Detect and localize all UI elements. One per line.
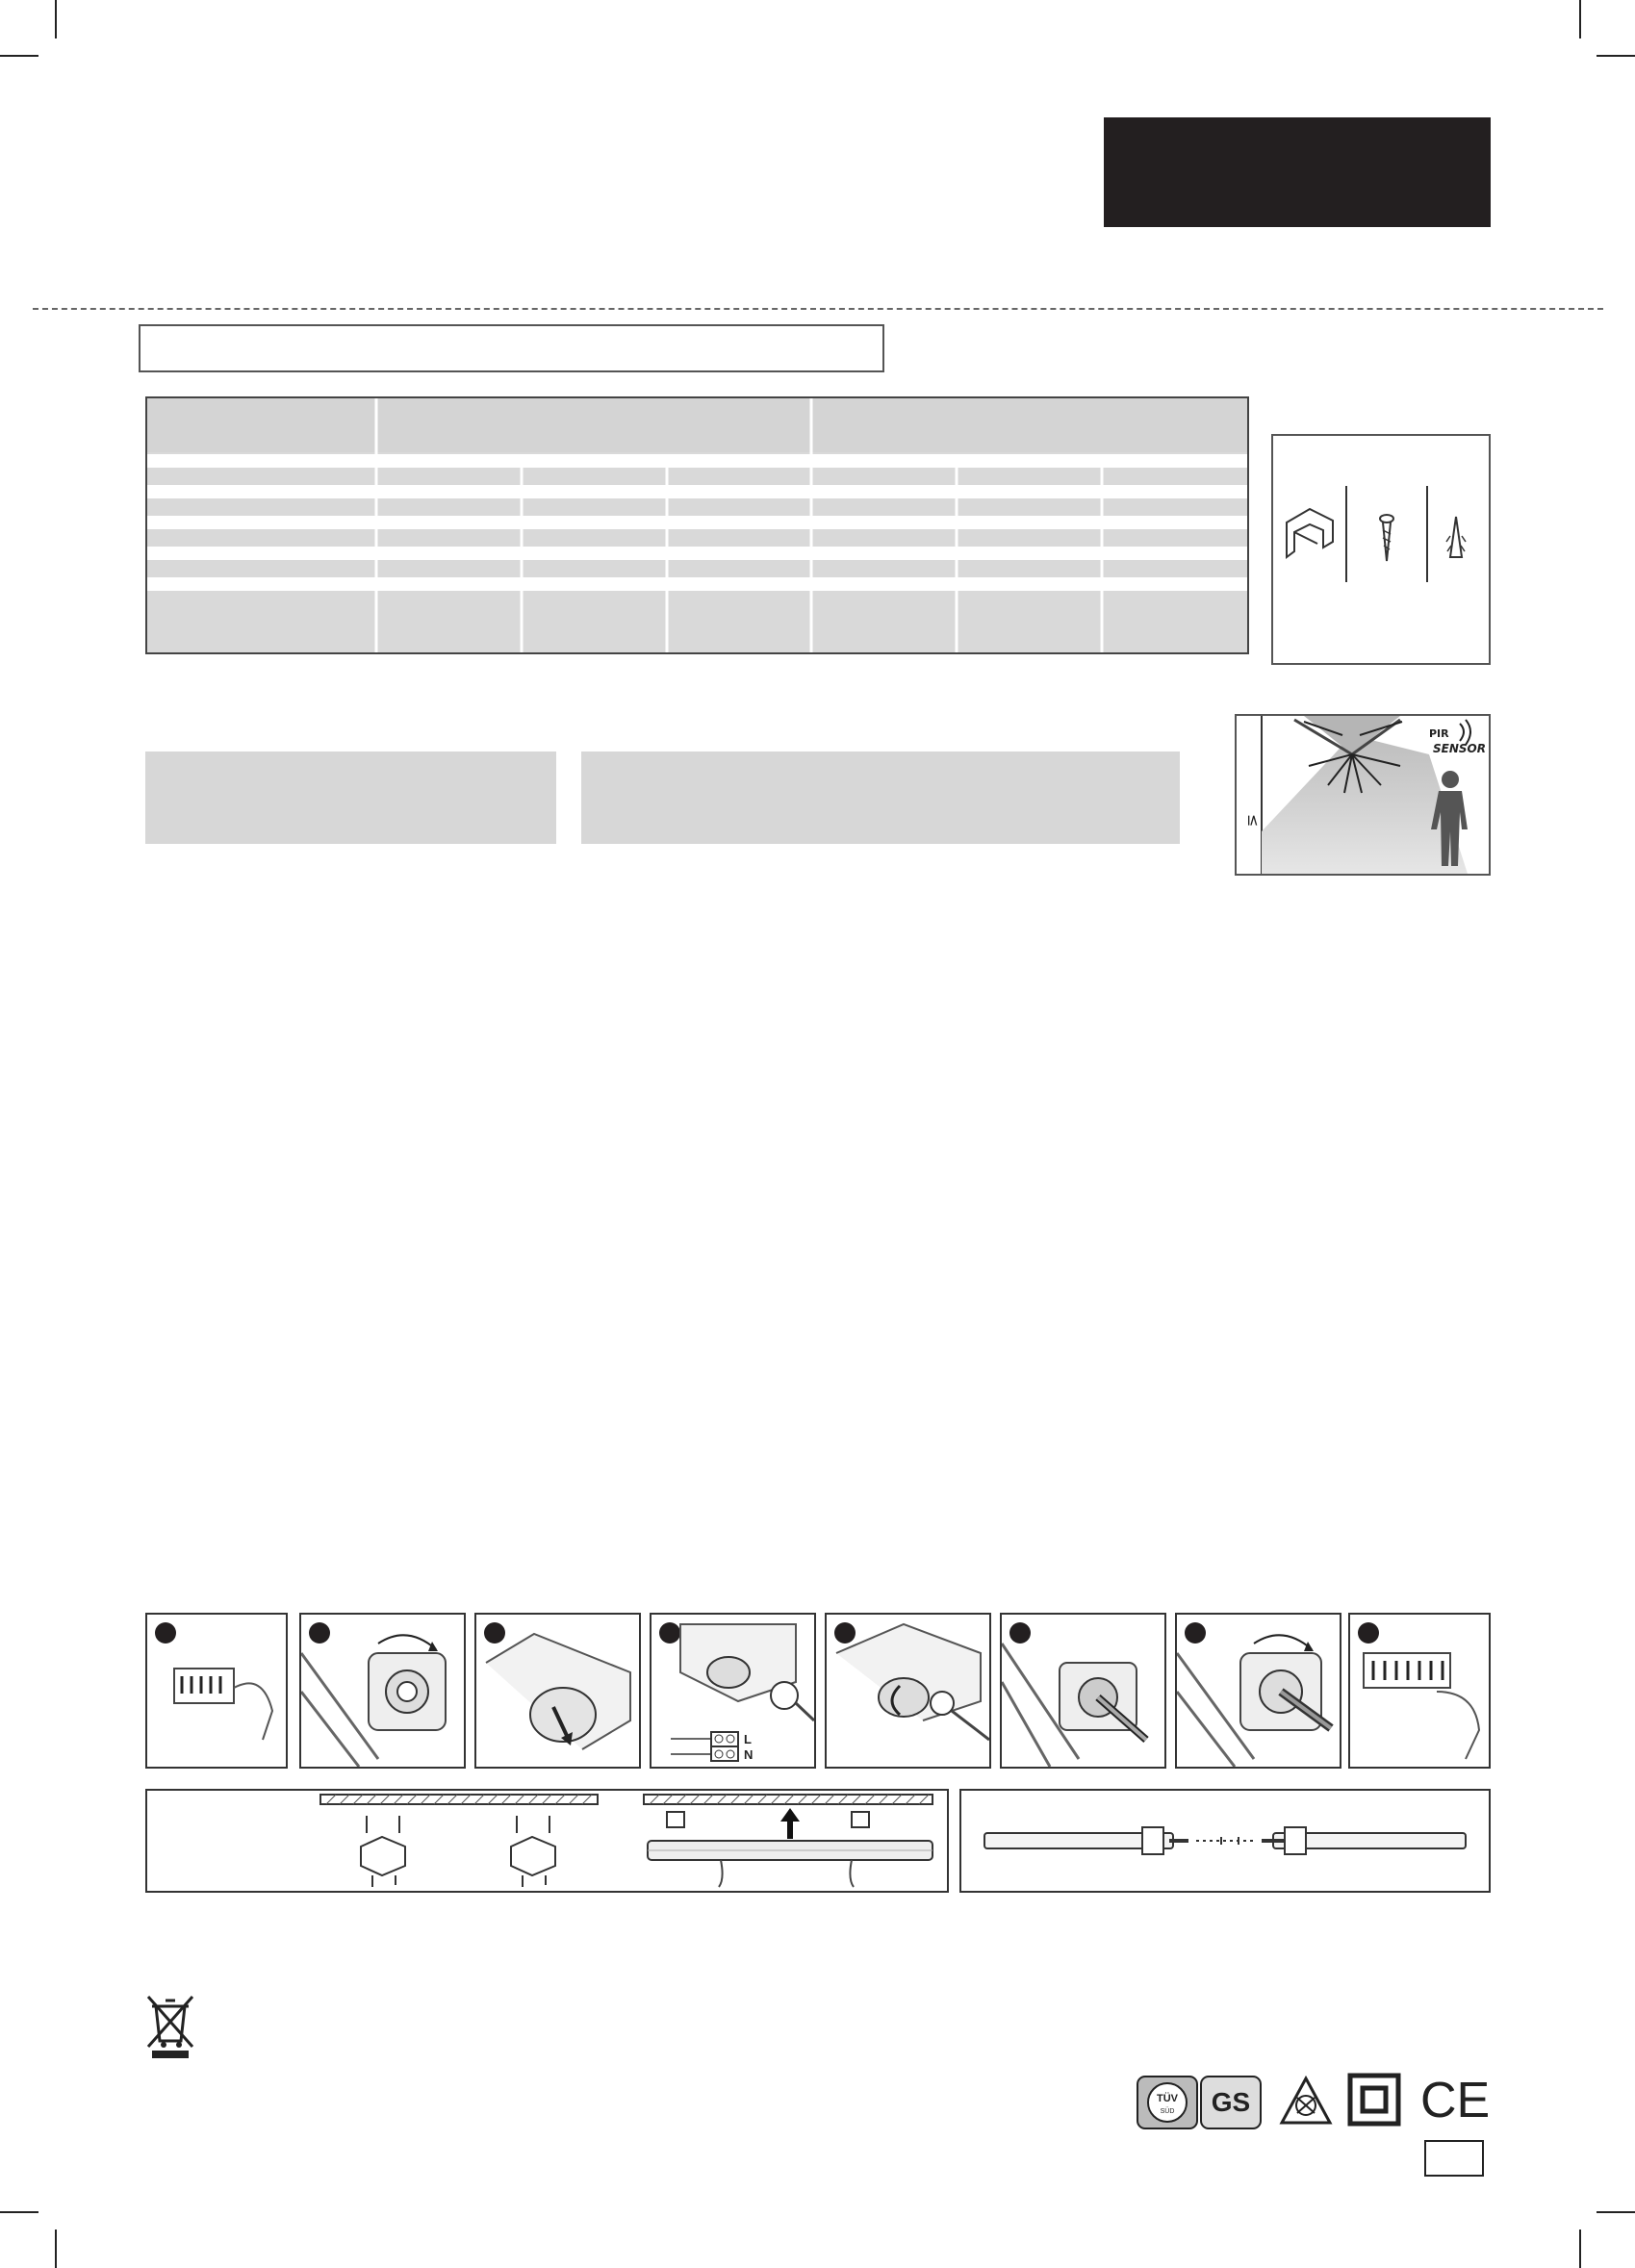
wiring-live-label: L [744, 1732, 752, 1746]
mounting-clip-icon [511, 1816, 555, 1887]
ce-mark-icon [1420, 2069, 1488, 2127]
wiring-neutral-label: N [744, 1747, 754, 1762]
page-number-box [1424, 2140, 1484, 2177]
installation-step-5 [825, 1613, 991, 1769]
mounting-diagram [145, 1789, 949, 1893]
end-cap-rotate-illustration [301, 1615, 464, 1767]
terminal-block-illustration [147, 1615, 286, 1767]
tuv-label: TÜV [1157, 2093, 1178, 2104]
crop-mark [1597, 2211, 1635, 2213]
gs-label: GS [1211, 2087, 1251, 2117]
installation-step-8 [1348, 1613, 1491, 1769]
end-cap-close-illustration [1177, 1615, 1340, 1767]
accessories-box [1271, 434, 1491, 665]
terminal-block-closed-illustration [1350, 1615, 1489, 1767]
double-insulation-icon [1347, 2073, 1401, 2127]
crop-mark [55, 2230, 57, 2268]
height-mark: ≤ [1244, 814, 1263, 828]
tuv-gs-mark-icon [1136, 2075, 1265, 2130]
pir-sensor-logo [1429, 720, 1486, 755]
header-block [1104, 117, 1491, 227]
cable-entry-illustration [651, 1615, 814, 1767]
title-box [139, 324, 884, 372]
cut-line [33, 308, 1603, 310]
installation-step-2 [299, 1613, 466, 1769]
luminaire-connection-illustration [961, 1791, 1489, 1891]
cable-connect-illustration [827, 1615, 989, 1767]
mounting-clip-icon [361, 1816, 405, 1887]
weee-crossed-bin-icon [142, 1993, 198, 2060]
pir-sensor-diagram [1237, 716, 1489, 874]
sensor-logo-line1: PIR [1429, 727, 1449, 740]
tuv-sub-label: SÜD [1160, 2108, 1175, 2115]
installation-step-4 [650, 1613, 816, 1769]
info-panel-left [145, 752, 556, 844]
crop-mark [1579, 2230, 1581, 2268]
mounting-illustration [147, 1791, 947, 1891]
installation-step-6 [1000, 1613, 1166, 1769]
installation-step-7 [1175, 1613, 1341, 1769]
crop-mark [0, 2211, 38, 2213]
ce-label: CE [1420, 2073, 1488, 2127]
info-panel-right [581, 752, 1180, 844]
spec-table [145, 396, 1249, 654]
crop-mark [1579, 0, 1581, 38]
crop-mark [0, 55, 38, 57]
sensor-logo-line2: SENSOR [1433, 742, 1486, 755]
installation-step-3 [474, 1613, 641, 1769]
crop-mark [55, 0, 57, 38]
screw-icon [1380, 515, 1393, 561]
installation-step-1 [145, 1613, 288, 1769]
wall-plug-icon [1446, 517, 1466, 557]
luminaire-mark-icon [1278, 2075, 1334, 2128]
gland-tighten-illustration [1002, 1615, 1164, 1767]
end-cap-remove-illustration [476, 1615, 639, 1767]
spec-table-grid [147, 398, 1247, 652]
crop-mark [1597, 55, 1635, 57]
mounting-clip-icon [1287, 509, 1333, 557]
connection-diagram [959, 1789, 1491, 1893]
sensor-illustration [1235, 714, 1491, 876]
accessories-illustration [1273, 436, 1489, 663]
